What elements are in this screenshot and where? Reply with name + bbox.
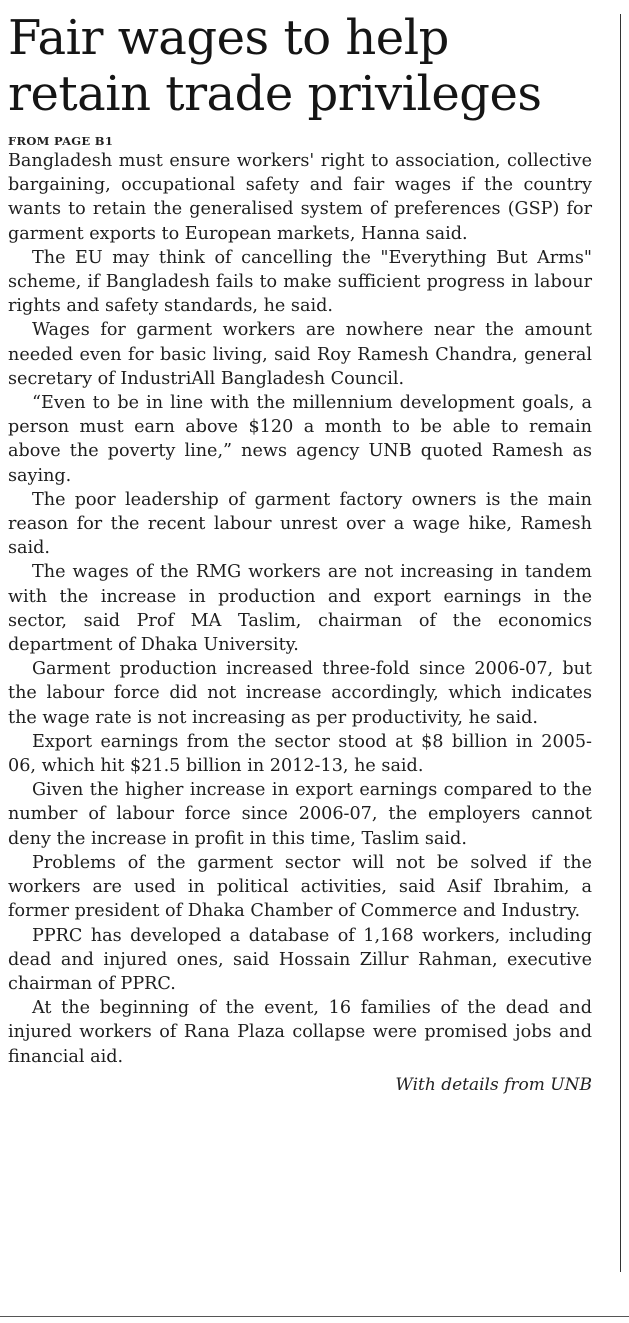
paragraph-12: At the beginning of the event, 16 families of the dead and injured workers of Rana Plaza collapse were promised jobs and financial aid. bbox=[8, 998, 592, 1067]
paragraph-9: Given the higher increase in export earnings compared to the number of labour force since 2006-07, the employers cannot deny the increase in profit in this time, Taslim said. bbox=[8, 780, 592, 849]
article bbox=[8, 10, 592, 1097]
paragraph-6: The wages of the RMG workers are not increasing in tandem with the increase in production and export earnings in the sector, said Prof MA Taslim, chairman of the economics department of Dhaka University. bbox=[8, 562, 592, 656]
headline-line-2: retain trade privileges bbox=[8, 66, 542, 122]
paragraph-11: PPRC has developed a database of 1,168 workers, including dead and injured ones, said Hossain Zillur Rahman, executive chairman of PPRC. bbox=[8, 925, 592, 994]
headline-line-1: Fair wages to help bbox=[8, 10, 449, 66]
paragraph-10: Problems of the garment sector will not be solved if the workers are used in political activities, said Asif Ibrahim, a former president of Dhaka Chamber of Commerce and Industry. bbox=[8, 852, 592, 922]
bottom-rule bbox=[0, 1316, 629, 1317]
paragraph-1: Bangladesh must ensure workers' right to association, collective bargaining, occupational safety and fair wages if the country wants to retain the generalised system of preferences (GSP) for garment exports to European markets, Hanna said. bbox=[8, 151, 592, 244]
article-body bbox=[8, 149, 592, 1069]
column-divider bbox=[620, 14, 621, 1272]
paragraph-8: Export earnings from the sector stood at $8 billion in 2005-06, which hit $21.5 billion in 2012-13, he said. bbox=[8, 731, 592, 777]
paragraph-4: “Even to be in line with the millennium development goals, a person must earn above $120 a month to be able to remain above the poverty line,” news agency UNB quoted Ramesh as saying. bbox=[8, 393, 592, 486]
continued-from-label: FROM PAGE B1 bbox=[8, 134, 114, 148]
paragraph-7: Garment production increased three-fold since 2006-07, but the labour force did not increase accordingly, which indicates the wage rate is not increasing as per productivity, he said. bbox=[8, 659, 592, 728]
headline bbox=[8, 10, 592, 122]
paragraph-5: The poor leadership of garment factory owners is the main reason for the recent labour unrest over a wage hike, Ramesh said. bbox=[8, 489, 592, 559]
paragraph-3: Wages for garment workers are nowhere near the amount needed even for basic living, said Roy Ramesh Chandra, general secretary of IndustriAll Bangladesh Council. bbox=[8, 320, 592, 389]
credit-line: With details from UNB bbox=[395, 1074, 592, 1095]
paragraph-2: The EU may think of cancelling the "Everything But Arms" scheme, if Bangladesh fails to make sufficient progress in labour rights and safety standards, he said. bbox=[8, 247, 592, 317]
